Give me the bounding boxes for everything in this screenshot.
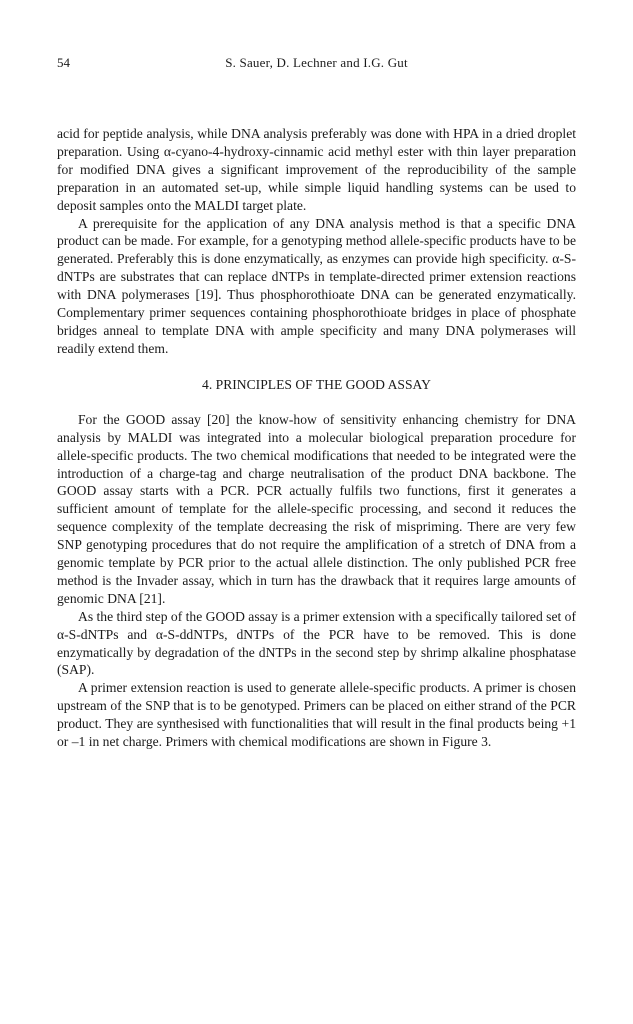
running-head-authors: S. Sauer, D. Lechner and I.G. Gut — [225, 55, 408, 70]
running-head — [57, 54, 576, 72]
page-number: 54 — [57, 55, 70, 70]
paragraph: A prerequisite for the application of any DNA analysis method is that a specific DNA product can be made. For example, for a genotyping method allele-specific products have to be generated. Preferably this is done enzymatically, as enzymes can provide high specificity. α-S-dNTPs are substrates that can replace dNTPs in template-directed primer extension reactions with DNA polymerases [19]. Thus phosphorothioate DNA can be generated enzymatically. Complementary primer sequences containing phosphorothioate bridges in place of phosphate bridges anneal to template DNA with ample specificity and many DNA polymerases will readily extend them. — [57, 215, 576, 356]
body-text — [57, 125, 576, 751]
section-heading: 4. PRINCIPLES OF THE GOOD ASSAY — [202, 376, 431, 392]
paragraph: A primer extension reaction is used to generate allele-specific products. A primer is chosen upstream of the SNP that is to be genotyped. Primers can be placed on either strand of the PCR product. They are synthesised with functionalities that will result in the final products being +1 or –1 in net charge. Primers with chemical modifications are shown in Figure 3. — [57, 680, 576, 750]
paragraph: acid for peptide analysis, while DNA analysis preferably was done with HPA in a dried droplet preparation. Using α-cyano-4-hydroxy-cinnamic acid methyl ester with thin layer preparation for modified DNA gives a significant improvement of the reproducibility of the sample preparation in an automated set-up, while simple liquid handling systems can be used to deposit samples onto the MALDI target plate. — [57, 126, 576, 213]
paragraph: For the GOOD assay [20] the know-how of sensitivity enhancing chemistry for DNA analysis by MALDI was integrated into a molecular biological preparation procedure for allele-specific products. The two chemical modifications that needed to be integrated were the introduction of a charge-tag and charge neutralisation of the product DNA backbone. The GOOD assay starts with a PCR. PCR actually fulfils two functions, first it generates a sufficient amount of template for the allele-specific processing, and second it reduces the sequence complexity of the template decreasing the risk of mispriming. There are very few SNP genotyping procedures that do not require the amplification of a stretch of DNA from a genomic template by PCR prior to the actual allele distinction. The only published PCR free method is the Invader assay, which in turn has the drawback that it requires large amounts of genomic DNA [21]. — [57, 411, 576, 606]
paragraph: As the third step of the GOOD assay is a primer extension with a specifically tailored set of α-S-dNTPs and α-S-ddNTPs, dNTPs of the PCR have to be removed. This is done enzymatically by degradation of the dNTPs in the second step by shrimp alkaline phosphatase (SAP). — [57, 608, 576, 678]
